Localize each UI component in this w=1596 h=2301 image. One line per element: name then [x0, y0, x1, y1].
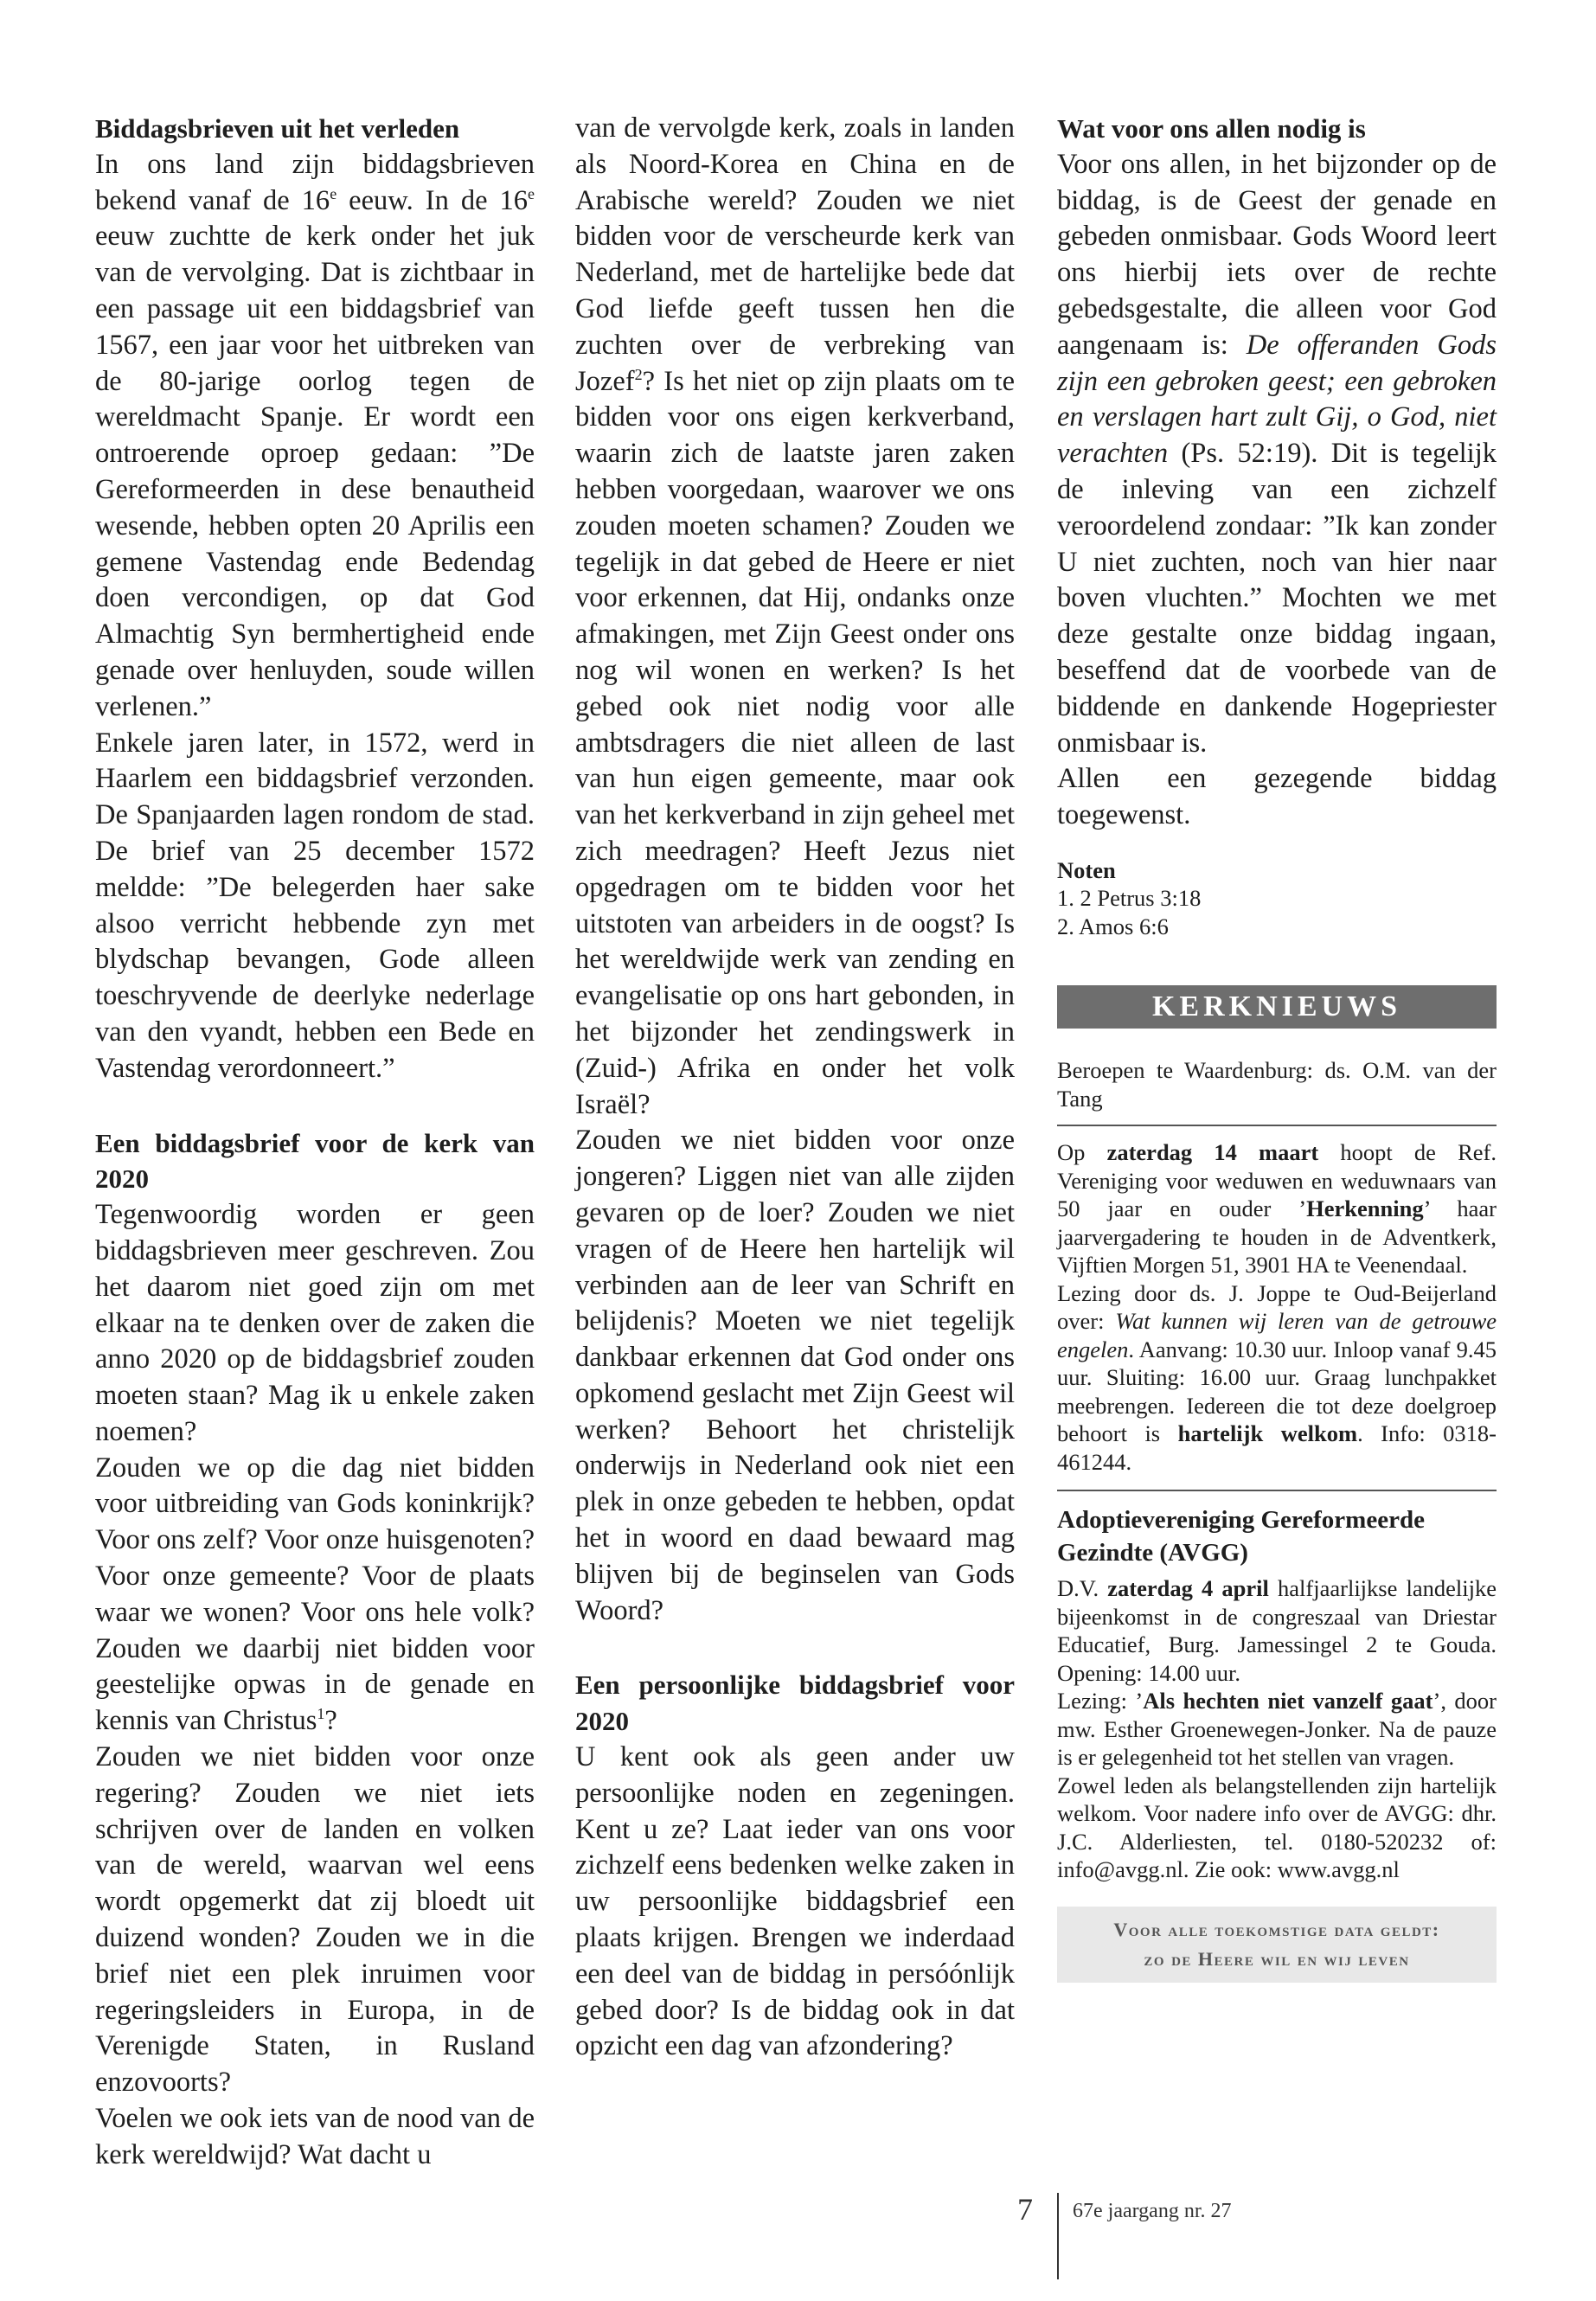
notice-line-2: zo de Heere wil en wij leven [1144, 1947, 1410, 1970]
footnote-ref-2: 2 [634, 365, 643, 383]
paragraph-history-intro [95, 147, 535, 726]
text-run: Lezing: ’ [1057, 1688, 1144, 1715]
news-beroepen: Beroepen te Waardenburg: ds. O.M. van der Tang [1057, 1057, 1497, 1112]
text-run: ’, door mw. Esther Groenewegen-Jonker. Na de pauze is er gelegenheid tot het stellen van vragen. [1057, 1688, 1497, 1771]
paragraph-wereldwijd: Voelen we ook iets van de nood van de kerk wereldwijd? Wat dacht u [95, 2103, 535, 2170]
text-run: hoopt de Ref. Vereniging voor weduwen en weduwnaars van 50 jaar en ouder ’ [1057, 1139, 1497, 1222]
superscript-e: e [330, 184, 337, 202]
text-run: eeuw. In de 16 [337, 184, 528, 216]
text-run: D.V. [1057, 1575, 1108, 1602]
lecture-title: Wat kunnen wij leren van de getrouwe engelen [1057, 1308, 1497, 1362]
text-run: Lezing door ds. J. Joppe te Oud-Beijerland over: [1057, 1279, 1497, 1335]
kerknieuws-banner: KERKNIEUWS [1057, 985, 1497, 1029]
news-herkenning [1057, 1138, 1497, 1279]
notice-line-1: Voor alle toekomstige data geldt: [1113, 1918, 1440, 1940]
paragraph-vervolgde-kerk [575, 111, 1015, 1123]
text-run: . Aanvang: 10.30 uur. Inloop vanaf 9.45 uur. Sluiting: 16.00 uur. Graag lunchpakket meebrengen. Iedereen die tot deze doelgroep behoort is [1057, 1336, 1497, 1447]
organization-name: Herkenning [1306, 1195, 1424, 1222]
text-run: ? Is het niet op zijn plaats om te bidden voor ons eigen kerkverband, waarin zich de laatste jaren zaken hebben voorgedaan, waarover we ons zouden moeten schamen? Zouden we tegelijk in dat gebed de Heere er niet voor erkennen, dat Hij, ondanks onze afmakingen, met Zijn Geest onder ons nog wil wonen en werken? Is het gebed ook niet nodig voor alle ambtsdragers die niet alleen de last van hun eigen gemeente, maar ook van het kerkverband in zijn geheel met zich meedragen? Heeft Jezus niet opgedragen om te bidden voor het uitstoten van arbeiders in de oogst? Is het wereldwijde werk van zending en evangelisatie op ons hart gebonden, in het bijzonder het zendingswerk in (Zuid-) Afrika en onder het volk Israël? [575, 365, 1015, 1120]
text-run: van de vervolgde kerk, zoals in landen als Noord-Korea en China en de Arabische wereld? Zouden we niet bidden voor de verscheurde kerk van Nederland, met de hartelijke bede dat God liefde geeft tussen hen die zuchten over de verbreking van Jozef [575, 112, 1015, 397]
news-avgg-info: Zowel leden als belangstellenden zijn hartelijk welkom. Voor nadere info over de AVGG: dhr. J.C. Alderliesten, tel. 0180-520232 of: info@avgg.nl. Zie ook: www.avgg.nl [1057, 1772, 1497, 1883]
paragraph-jongeren: Zouden we niet bidden voor onze jongeren? Liggen niet van alle zijden gevaren op de loer? Zouden we niet vragen of de Heere hen hartelijk wil verbinden aan de leer van Schrift en belijdenis? Moeten we niet tegelijk dankbaar erkennen dat God onder ons opkomend geslacht met Zijn Geest wil werken? Behoort het christelijk onderwijs in Nederland ook niet een plek in onze gebeden te hebben, opdat het in woord en daad bewaard mag blijven bij de beginselen van Gods Woord? [575, 1125, 1015, 1626]
notes-heading: Noten [1057, 856, 1116, 883]
text-run: ? [324, 1705, 337, 1737]
news-avgg-heading: Adoptievereniging Gereformeerde Gezindte (AVGG) [1057, 1506, 1425, 1567]
text-run: Zouden we op die dag niet bidden voor uitbreiding van Gods koninkrijk? Voor ons zelf? Voor onze huisgenoten? Voor onze gemeente? Voor de plaats waar we wonen? Voor ons hele volk? Zouden we daarbij niet bidden voor geestelijke opwas in de genade en kennis van Christus [95, 1452, 535, 1737]
text-run: Op [1057, 1139, 1107, 1166]
paragraph-regering: Zouden we niet bidden voor onze regering? Zouden we niet iets schrijven over de landen en volken van de wereld, waarvan wel eens wordt opgemerkt dat zij bloedt uit duizend wonden? Zouden we in die brief niet een plek inruimen voor regeringsleiders in Europa, in de Verenigde Staten, in Rusland enzovoorts? [95, 1741, 535, 2099]
footnote-ref-1: 1 [317, 1705, 325, 1723]
section-heading-kerk-2020: Een biddagsbrief voor de kerk van 2020 [95, 1127, 535, 1195]
news-herkenning-lezing [1057, 1279, 1497, 1477]
column-2 [575, 111, 1015, 2065]
welcome-text: hartelijk welkom [1177, 1420, 1358, 1447]
note-1: 1. 2 Petrus 3:18 [1057, 885, 1202, 912]
section-heading-persoonlijke-biddagsbrief: Een persoonlijke biddagsbrief voor 2020 [575, 1670, 1015, 1737]
scripture-quote: De offeranden Gods zijn een gebroken geest; een gebroken en verslagen hart zult Gij, o God, niet verachten [1057, 329, 1497, 470]
news-avgg-bijeenkomst [1057, 1574, 1497, 1687]
paragraph-koninkrijk [95, 1451, 535, 1740]
section-heading-wat-nodig-is: Wat voor ons allen nodig is [1057, 113, 1366, 144]
footer-divider [1057, 2193, 1059, 2279]
issue-info: 67e jaargang nr. 27 [1073, 2200, 1232, 2222]
paragraph-geest-der-genade [1057, 147, 1497, 762]
page-number: 7 [1017, 2192, 1033, 2227]
paragraph-toegewenst: Allen een gezegende biddag toegewenst. [1057, 763, 1497, 831]
event-date: zaterdag 14 maart [1106, 1139, 1319, 1166]
paragraph-tegenwoordig: Tegenwoordig worden er geen biddagsbrieven meer geschreven. Zou het daarom niet goed zijn om met elkaar na te denken over de zaken die anno 2020 op de biddagsbrief zouden moeten staan? Mag ik u enkele zaken noemen? [95, 1199, 535, 1447]
paragraph-persoonlijke-noden: U kent ook als geen ander uw persoonlijke noden en zegeningen. Kent u ze? Laat ieder van ons voor zichzelf eens bedenken welke zaken in uw persoonlijke biddagsbrief een plaats krijgen. Brengen we inderdaad een deel van de biddag in persóónlijk gebed door? Is de biddag ook in dat opzicht een dag van afzondering? [575, 1741, 1015, 2062]
event-date: zaterdag 4 april [1107, 1575, 1269, 1602]
text-run: eeuw zuchtte de kerk onder het juk van de vervolging. Dat is zichtbaar in een passage uit een biddagsbrief van 1567, een jaar voor het uitbreken van de 80-jarige oorlog tegen de wereldmacht Spanje. Er wordt een ontroerende oproep gedaan: ”De Gereformeerden in dese benautheid wesende, hebben opten 20 Aprilis een gemene Vastendag ende Bedendag doen vercondigen, op dat God Almachtig Syn bermhertigheid ende genade over henluyden, soude willen verlenen.” [95, 221, 535, 722]
section-heading-biddagsbrieven-verleden: Biddagsbrieven uit het verleden [95, 113, 460, 144]
column-1 [95, 111, 535, 2174]
column-3 [1057, 111, 1497, 1983]
text-run: ’ haar jaarvergadering te houden in de Adventkerk, Vijftien Morgen 51, 3901 HA te Veenendaal. [1057, 1195, 1497, 1279]
text-run: halfjaarlijkse landelijke bijeenkomst in de congreszaal van Driestar Educatief, Burg. Jamessingel 2 te Gouda. Opening: 14.00 uur. [1057, 1575, 1497, 1686]
text-run: . Info: 0318-461244. [1057, 1420, 1497, 1475]
future-dates-notice [1057, 1907, 1497, 1983]
text-run: Voor ons allen, in het bijzonder op de biddag, is de Geest der genade en gebeden onmisbaar. Gods Woord leert ons hierbij iets over de rechte gebedsgestalte, die alleen voor God aangenaam is: [1057, 148, 1497, 361]
superscript-e: e [528, 184, 535, 202]
text-run: In ons land zijn biddagsbrieven bekend vanaf de 16 [95, 148, 535, 216]
news-avgg-lezing [1057, 1687, 1497, 1772]
paragraph-haarlem: Enkele jaren later, in 1572, werd in Haarlem een biddagsbrief verzonden. De Spanjaarden lagen rondom de stad. De brief van 25 december 1572 meldde: ”De belegerden haer sake alsoo verricht hebbende zyn met blydschap bevangen, Gode alleen toeschryvende de deerlyke nederlage van den vyandt, hebben een Bede en Vastendag verordonneert.” [95, 727, 535, 1084]
note-2: 2. Amos 6:6 [1057, 913, 1169, 939]
text-run: (Ps. 52:19). Dit is tegelijk de inleving van een zichzelf veroordelend zondaar: ”Ik kan zonder U niet zuchten, noch van hier naar boven vluchten.” Mochten we met deze gestalte onze biddag ingaan, beseffend dat de voorbede van de biddende en dankende Hogepriester onmisbaar is. [1057, 438, 1497, 759]
lecture-title: Als hechten niet vanzelf gaat [1143, 1688, 1433, 1715]
